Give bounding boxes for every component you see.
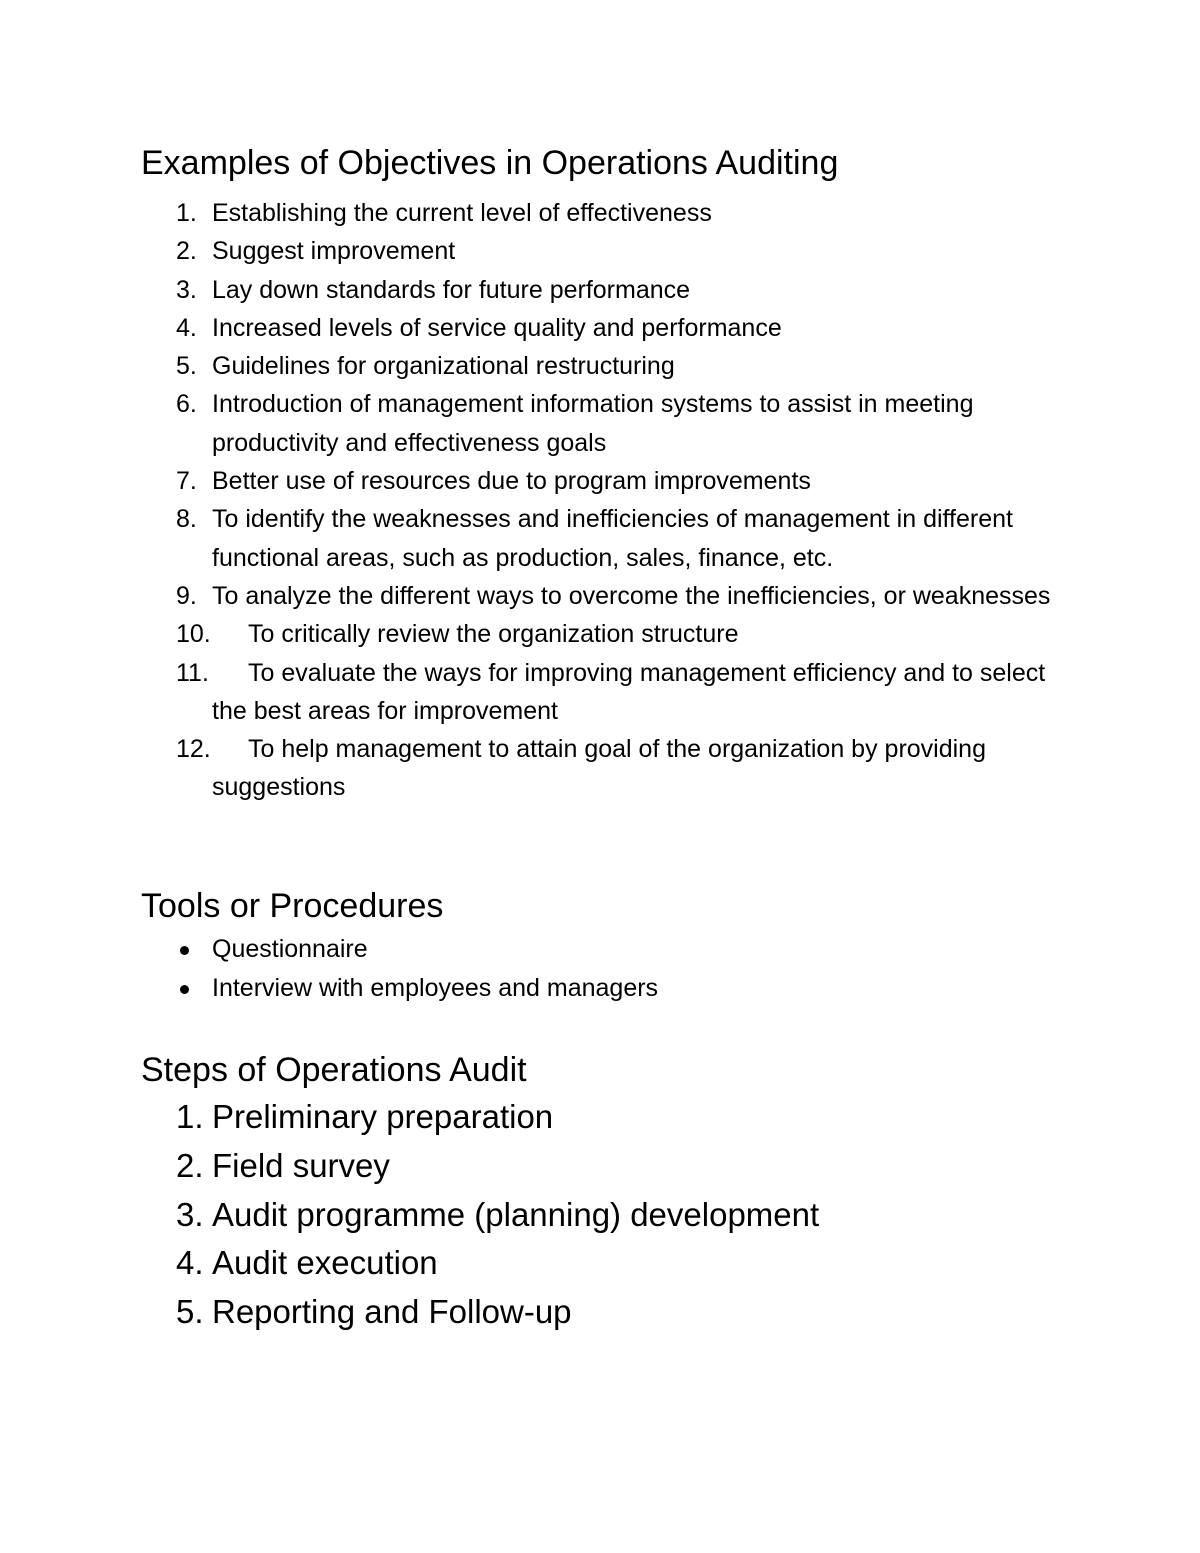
list-text: Introduction of management information systems to assist in meeting productivity and effectiveness goals bbox=[212, 390, 981, 457]
list-number: 2. bbox=[176, 237, 197, 266]
list-item bbox=[0, 500, 1082, 577]
list-text: Better use of resources due to program improvements bbox=[212, 467, 811, 496]
list-item bbox=[0, 385, 1082, 462]
list-number: 3. bbox=[176, 275, 197, 304]
list-number: 12. bbox=[176, 735, 211, 764]
list-number: 4. bbox=[176, 1244, 204, 1282]
list-number: 6. bbox=[176, 390, 197, 419]
objectives-list bbox=[0, 194, 1082, 807]
list-text: Suggest improvement bbox=[212, 237, 456, 266]
list-number: 11. bbox=[176, 658, 209, 687]
list-text: Audit execution bbox=[212, 1244, 438, 1282]
list-text: Increased levels of service quality and performance bbox=[212, 313, 782, 342]
list-number: 3. bbox=[176, 1195, 204, 1233]
list-number: 5. bbox=[176, 352, 197, 381]
list-text: Audit programme (planning) development bbox=[212, 1195, 820, 1233]
list-text: To help management to attain goal of the organization by providing suggestions bbox=[212, 735, 993, 802]
list-item bbox=[0, 969, 658, 1008]
list-item bbox=[0, 194, 1082, 232]
list-item bbox=[0, 615, 1082, 653]
objectives-heading: Examples of Objectives in Operations Auditing bbox=[141, 144, 839, 182]
list-item bbox=[0, 577, 1082, 615]
tools-list bbox=[0, 930, 658, 1008]
list-number: 4. bbox=[176, 313, 197, 342]
list-text: To evaluate the ways for improving management efficiency and to select the best areas for improvement bbox=[212, 658, 1053, 725]
list-number: 5. bbox=[176, 1293, 204, 1331]
list-number: 1. bbox=[176, 199, 197, 227]
list-item bbox=[0, 271, 1082, 309]
list-item bbox=[0, 232, 1082, 270]
list-number: 1. bbox=[176, 1098, 204, 1135]
list-number: 8. bbox=[176, 505, 197, 534]
list-item bbox=[0, 1191, 819, 1240]
list-text: Interview with employees and managers bbox=[212, 974, 659, 1002]
list-text: To critically review the organization structure bbox=[248, 620, 739, 649]
list-item bbox=[0, 309, 1082, 347]
list-number: 10. bbox=[176, 620, 211, 649]
list-item bbox=[0, 1239, 819, 1288]
list-text: Lay down standards for future performance bbox=[212, 275, 691, 304]
list-text: Reporting and Follow-up bbox=[212, 1293, 572, 1331]
list-text: To identify the weaknesses and inefficiencies of management in different functional areas, such as production, sales, finance, etc. bbox=[212, 505, 1020, 572]
list-item bbox=[0, 730, 1082, 807]
list-item bbox=[0, 654, 1082, 731]
bullet-icon bbox=[180, 985, 189, 994]
tools-heading: Tools or Procedures bbox=[141, 887, 444, 925]
list-text: To analyze the different ways to overcome the inefficiencies, or weaknesses bbox=[212, 581, 1051, 610]
list-item bbox=[0, 930, 658, 969]
list-item bbox=[0, 1288, 819, 1337]
steps-heading: Steps of Operations Audit bbox=[141, 1051, 527, 1089]
list-item bbox=[0, 462, 1082, 500]
list-text: Questionnaire bbox=[212, 935, 368, 963]
steps-list bbox=[0, 1093, 819, 1337]
list-number: 7. bbox=[176, 467, 197, 496]
list-text: Guidelines for organizational restructuring bbox=[212, 352, 675, 381]
list-text: Establishing the current level of effectiveness bbox=[212, 199, 712, 227]
list-number: 9. bbox=[176, 581, 197, 610]
list-text: Field survey bbox=[212, 1146, 390, 1184]
list-text: Preliminary preparation bbox=[212, 1098, 554, 1135]
bullet-icon bbox=[180, 946, 189, 955]
list-number: 2. bbox=[176, 1146, 204, 1184]
list-item bbox=[0, 1142, 819, 1191]
list-item bbox=[0, 1093, 819, 1142]
list-item bbox=[0, 347, 1082, 385]
